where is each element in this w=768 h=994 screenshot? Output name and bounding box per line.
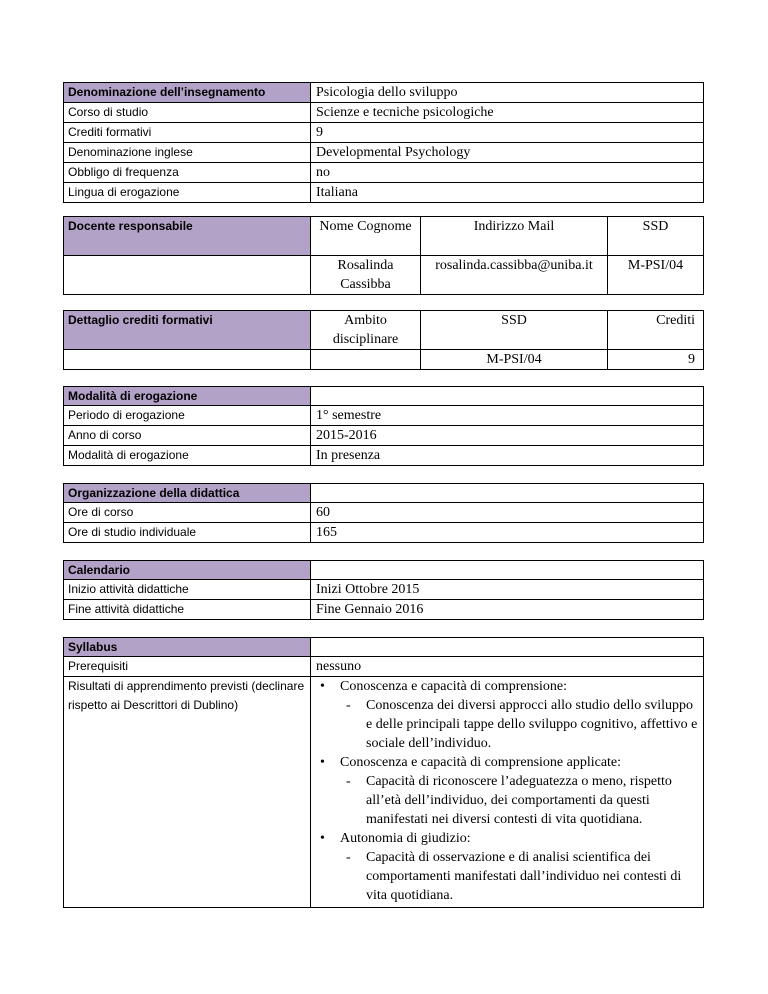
- risultati-list-cell: [311, 677, 704, 908]
- row-label: Fine attività didattiche: [64, 600, 311, 620]
- organizzazione-header: Organizzazione della didattica: [64, 484, 311, 503]
- row-value: Scienze e tecniche psicologiche: [311, 103, 704, 123]
- crediti-table: [63, 310, 704, 370]
- outcome-title: Autonomia di giudizio:: [340, 831, 471, 846]
- table-row: [64, 638, 704, 657]
- dash-icon: -: [346, 850, 351, 865]
- table-row: [64, 256, 704, 295]
- row-value: 2015-2016: [311, 426, 704, 446]
- table-row: [64, 103, 704, 123]
- table-row: [64, 677, 704, 908]
- table-row: [64, 217, 704, 256]
- empty-cell: [311, 561, 704, 580]
- docente-name: Rosalinda Cassibba: [311, 256, 421, 295]
- dash-icon: -: [346, 774, 351, 789]
- empty-cell: [64, 350, 311, 370]
- row-label: Modalità di erogazione: [64, 446, 311, 466]
- crediti-ambito: [311, 350, 421, 370]
- table-row: [64, 446, 704, 466]
- row-label: Obbligo di frequenza: [64, 163, 311, 183]
- outcome-detail-row: [340, 848, 699, 905]
- course-name-label: Denominazione dell’insegnamento: [64, 83, 311, 103]
- table-row: [64, 143, 704, 163]
- list-item: [316, 753, 699, 829]
- empty-cell: [311, 387, 704, 406]
- row-value: In presenza: [311, 446, 704, 466]
- row-value: Fine Gennaio 2016: [311, 600, 704, 620]
- modalita-header: Modalità di erogazione: [64, 387, 311, 406]
- row-value: 165: [311, 523, 704, 543]
- dash-icon: -: [346, 698, 351, 713]
- row-label: Crediti formativi: [64, 123, 311, 143]
- organizzazione-table: [63, 483, 704, 543]
- outcome-detail: Conoscenza dei diversi approcci allo studio dello sviluppo e delle principali tappe dello sviluppo cognitivo, affettivo e sociale dell’individuo.: [366, 698, 698, 751]
- table-row: [64, 503, 704, 523]
- docente-table: [63, 216, 704, 295]
- table-row: [64, 387, 704, 406]
- table-row: [64, 123, 704, 143]
- table-row: [64, 311, 704, 350]
- empty-cell: [64, 256, 311, 295]
- prereq-value: nessuno: [311, 657, 704, 677]
- row-label: Periodo di erogazione: [64, 406, 311, 426]
- table-row: [64, 163, 704, 183]
- outcomes-list: [316, 677, 699, 905]
- row-value: 9: [311, 123, 704, 143]
- prereq-label: Prerequisiti: [64, 657, 311, 677]
- row-label: Corso di studio: [64, 103, 311, 123]
- row-value: Inizi Ottobre 2015: [311, 580, 704, 600]
- row-value: 60: [311, 503, 704, 523]
- table-row: [64, 83, 704, 103]
- outcome-detail-row: [340, 772, 699, 829]
- row-label: Ore di studio individuale: [64, 523, 311, 543]
- table-row: [64, 600, 704, 620]
- docente-header: Docente responsabile: [64, 217, 311, 256]
- row-label: Inizio attività didattiche: [64, 580, 311, 600]
- table-row: [64, 561, 704, 580]
- table-row: [64, 484, 704, 503]
- col-ambito-header: Ambito disciplinare: [311, 311, 421, 350]
- col-crediti-header: Crediti: [608, 311, 704, 350]
- outcome-detail: Capacità di riconoscere l’adeguatezza o meno, rispetto all’età dell’individuo, dei comportamenti da questi manifestati nei diversi contesti di vita quotidiana.: [366, 774, 672, 827]
- table-row: [64, 657, 704, 677]
- table-row: [64, 580, 704, 600]
- table-row: [64, 406, 704, 426]
- col-ssd-header: SSD: [608, 217, 704, 256]
- list-item: [316, 677, 699, 753]
- outcome-title: Conoscenza e capacità di comprensione:: [340, 679, 568, 694]
- empty-cell: [311, 484, 704, 503]
- modalita-table: [63, 386, 704, 466]
- docente-ssd: M-PSI/04: [608, 256, 704, 295]
- calendario-header: Calendario: [64, 561, 311, 580]
- crediti-ssd: M-PSI/04: [421, 350, 608, 370]
- row-value: Developmental Psychology: [311, 143, 704, 163]
- row-value: no: [311, 163, 704, 183]
- table-row: [64, 426, 704, 446]
- bullet-icon: •: [320, 755, 325, 770]
- course-name-value: Psicologia dello sviluppo: [311, 83, 704, 103]
- empty-cell: [311, 638, 704, 657]
- table-row: [64, 183, 704, 203]
- syllabus-table: [63, 637, 704, 908]
- outcome-detail: Capacità di osservazione e di analisi scientifica dei comportamenti manifestati dall’individuo nei contesti di vita quotidiana.: [366, 850, 682, 903]
- table-row: [64, 523, 704, 543]
- row-value: 1° semestre: [311, 406, 704, 426]
- bullet-icon: •: [320, 831, 325, 846]
- risultati-label: Risultati di apprendimento previsti (declinare rispetto ai Descrittori di Dublino): [64, 677, 311, 908]
- list-item: [316, 829, 699, 905]
- calendario-table: [63, 560, 704, 620]
- row-label: Anno di corso: [64, 426, 311, 446]
- col-ssd-header: SSD: [421, 311, 608, 350]
- crediti-header: Dettaglio crediti formativi: [64, 311, 311, 350]
- docente-mail: rosalinda.cassibba@uniba.it: [421, 256, 608, 295]
- col-name-header: Nome Cognome: [311, 217, 421, 256]
- row-label: Ore di corso: [64, 503, 311, 523]
- col-mail-header: Indirizzo Mail: [421, 217, 608, 256]
- general-info-table: [63, 82, 704, 203]
- outcome-title: Conoscenza e capacità di comprensione applicate:: [340, 755, 622, 770]
- row-value: Italiana: [311, 183, 704, 203]
- row-label: Denominazione inglese: [64, 143, 311, 163]
- bullet-icon: •: [320, 679, 325, 694]
- outcome-detail-row: [340, 696, 699, 753]
- row-label: Lingua di erogazione: [64, 183, 311, 203]
- crediti-value: 9: [608, 350, 704, 370]
- table-row: [64, 350, 704, 370]
- syllabus-header: Syllabus: [64, 638, 311, 657]
